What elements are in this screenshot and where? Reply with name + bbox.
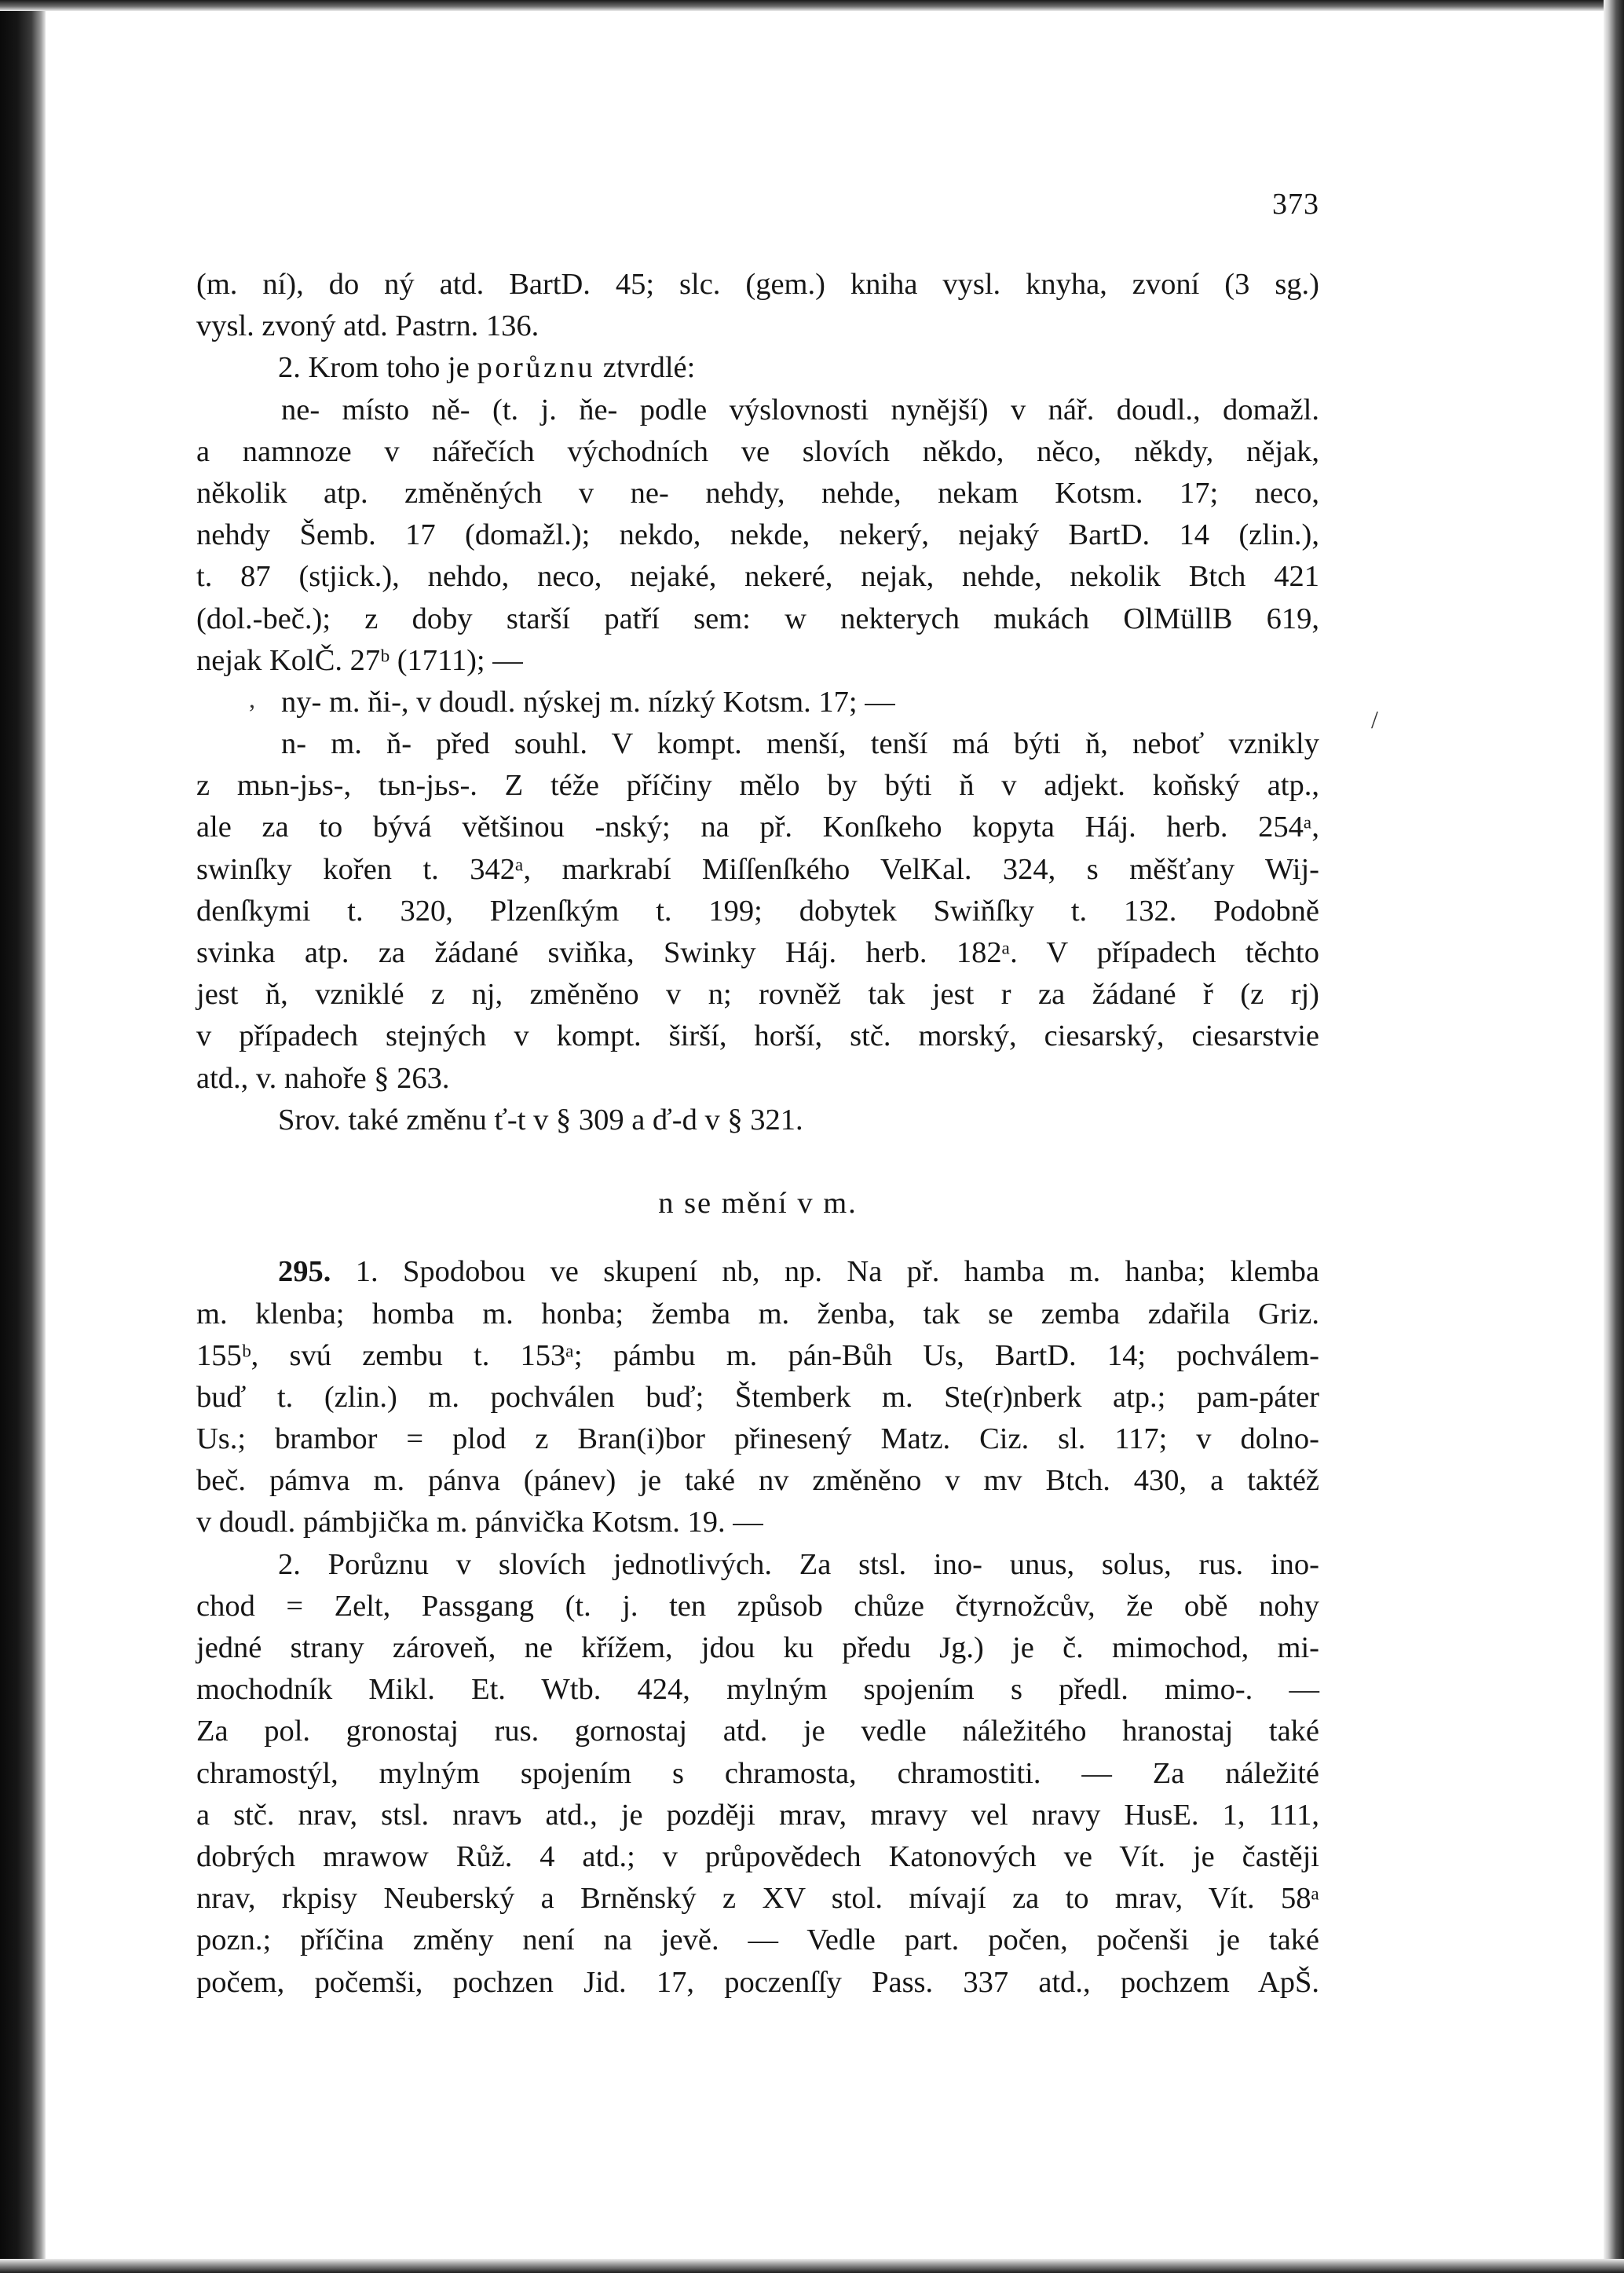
text-line: jedné strany zároveň, ne křížem, jdou ku předu Jg.) je č. mimochod, mi-	[196, 1631, 1319, 1664]
text-line	[196, 347, 1319, 389]
text-line: Srov. také změnu ť-t v § 309 a ď-d v § 321.	[278, 1103, 803, 1136]
scan-border-top	[0, 0, 1624, 11]
page-number: 373	[1272, 188, 1319, 221]
scan-border-left	[0, 0, 46, 2273]
text-line: buď t. (zlin.) m. pochválen buď; Štemberk m. Ste(r)nberk atp.; pam-páter	[196, 1380, 1319, 1414]
text-fragment: 2. Krom toho je	[278, 351, 470, 385]
text-line: nehdy Šemb. 17 (domažl.); nekdo, nekde, nekerý, nejaký BartD. 14 (zlin.),	[196, 518, 1319, 552]
text-line: v doudl. pámbjička m. pánvička Kotsm. 19. —	[196, 1506, 763, 1539]
text-line: ne- místo ně- (t. j. ňe- podle výslovnosti nynější) v nář. doudl., domažl.	[281, 393, 1319, 426]
text-line: swinſky kořen t. 342ᵃ, markrabí Miſſenſkého VelKal. 324, s měšťany Wij-	[196, 852, 1319, 886]
text-line: jest ň, vzniklé z nj, změněno v n; rovněž tak jest r za žádané ř (z rj)	[196, 978, 1319, 1012]
text-line: chod = Zelt, Passgang (t. j. ten způsob chůze čtyrnožcův, že obě nohy	[196, 1589, 1319, 1623]
margin-mark-right: /	[1371, 705, 1378, 734]
text-line: nejak KolČ. 27ᵇ (1711); —	[196, 643, 523, 677]
margin-mark-left: ,	[249, 685, 255, 713]
text-line: ale za to bývá většinou -nský; na př. Konſkeho kopyta Háj. herb. 254ᵃ,	[196, 811, 1319, 844]
text-line: (dol.-beč.); z doby starší patří sem: w nekterych mukách OlMüllB 619,	[196, 602, 1319, 635]
text-line: počem, počemši, pochzen Jid. 17, poczenſſy Pass. 337 atd., pochzem ApŠ.	[196, 1965, 1319, 1999]
text-line: beč. pámva m. pánva (pánev) je také nv změněno v mv Btch. 430, a taktéž	[196, 1464, 1319, 1498]
section-number: 295.	[278, 1255, 331, 1289]
text-line: z mьn-jьs-, tьn-jьs-. Z téže příčiny mělo by býti ň v adjekt. koňský atp.,	[196, 769, 1319, 803]
text-line: a namnoze v nářečích východních ve slovích někdo, něco, někdy, nějak,	[196, 434, 1319, 468]
page-body	[196, 264, 1319, 2004]
text-line: chramostýl, mylným spojením s chramosta, chramostiti. — Za náležité	[196, 1756, 1319, 1790]
text-line: dobrých mrawow Růž. 4 atd.; v průpovědech Katonových ve Vít. je častěji	[196, 1839, 1319, 1873]
text-line: ny- m. ňi-, v doudl. nýskej m. nízký Kotsm. 17; —	[281, 685, 895, 719]
text-fragment: ztvrdlé:	[602, 351, 696, 385]
text-line: t. 87 (stjick.), nehdo, neco, nejaké, nekeré, nejak, nehde, nekolik Btch 421	[196, 560, 1319, 594]
text-line: 2. Porůznu v slovích jednotlivých. Za stsl. ino- unus, solus, rus. ino-	[278, 1547, 1319, 1581]
text-line: svinka atp. za žádané sviňka, Swinky Háj. herb. 182ᵃ. V případech těchto	[196, 936, 1319, 969]
text-line: v případech stejných v kompt. širší, horší, stč. morský, ciesarský, ciesarstvie	[196, 1019, 1319, 1053]
text-line: několik atp. změněných v ne- nehdy, nehde, nekam Kotsm. 17; neco,	[196, 476, 1319, 510]
text-line: atd., v. nahoře § 263.	[196, 1061, 450, 1095]
text-line: m. klenba; homba m. honba; žemba m. ženba, tak se zemba zdařila Griz.	[196, 1297, 1319, 1330]
text-line: Us.; brambor = plod z Bran(i)bor přinesený Matz. Ciz. sl. 117; v dolno-	[196, 1422, 1319, 1456]
text-line: pozn.; příčina změny není na jevě. — Vedle part. počen, počenši je také	[196, 1923, 1319, 1957]
text-line: a stč. nrav, stsl. nravъ atd., je později mrav, mravy vel nravy HusE. 1, 111,	[196, 1798, 1319, 1832]
text-line: mochodník Mikl. Et. Wtb. 424, mylným spojením s předl. mimo-. —	[196, 1673, 1319, 1707]
scan-border-right	[1604, 0, 1624, 2273]
section-heading: n se mění v m.	[658, 1187, 858, 1221]
text-line: 155ᵇ, svú zembu t. 153ᵃ; pámbu m. pán-Bůh Us, BartD. 14; pochválem-	[196, 1338, 1319, 1372]
text-line: nrav, rkpisy Neuberský a Brněnský z XV stol. mívají za to mrav, Vít. 58ᵃ	[196, 1882, 1319, 1916]
text-fragment: 1. Spodobou ve skupení nb, np. Na př. hamba m. hanba; klemba	[355, 1255, 1319, 1289]
text-line: vysl. zvoný atd. Pastrn. 136.	[196, 309, 540, 343]
emphasis-spaced: porůznu	[477, 351, 596, 385]
text-line: n- m. ň- před souhl. V kompt. menší, tenší má býti ň, neboť vznikly	[281, 727, 1319, 761]
text-line: denſkymi t. 320, Plzenſkým t. 199; dobytek Swiňſky t. 132. Podobně	[196, 894, 1319, 928]
text-line: Za pol. gronostaj rus. gornostaj atd. je vedle náležitého hranostaj také	[196, 1715, 1319, 1748]
text-line: (m. ní), do ný atd. BartD. 45; slc. (gem.) kniha vysl. knyha, zvoní (3 sg.)	[196, 268, 1319, 301]
text-line	[196, 1251, 1319, 1293]
scan-border-bottom	[0, 2259, 1624, 2273]
